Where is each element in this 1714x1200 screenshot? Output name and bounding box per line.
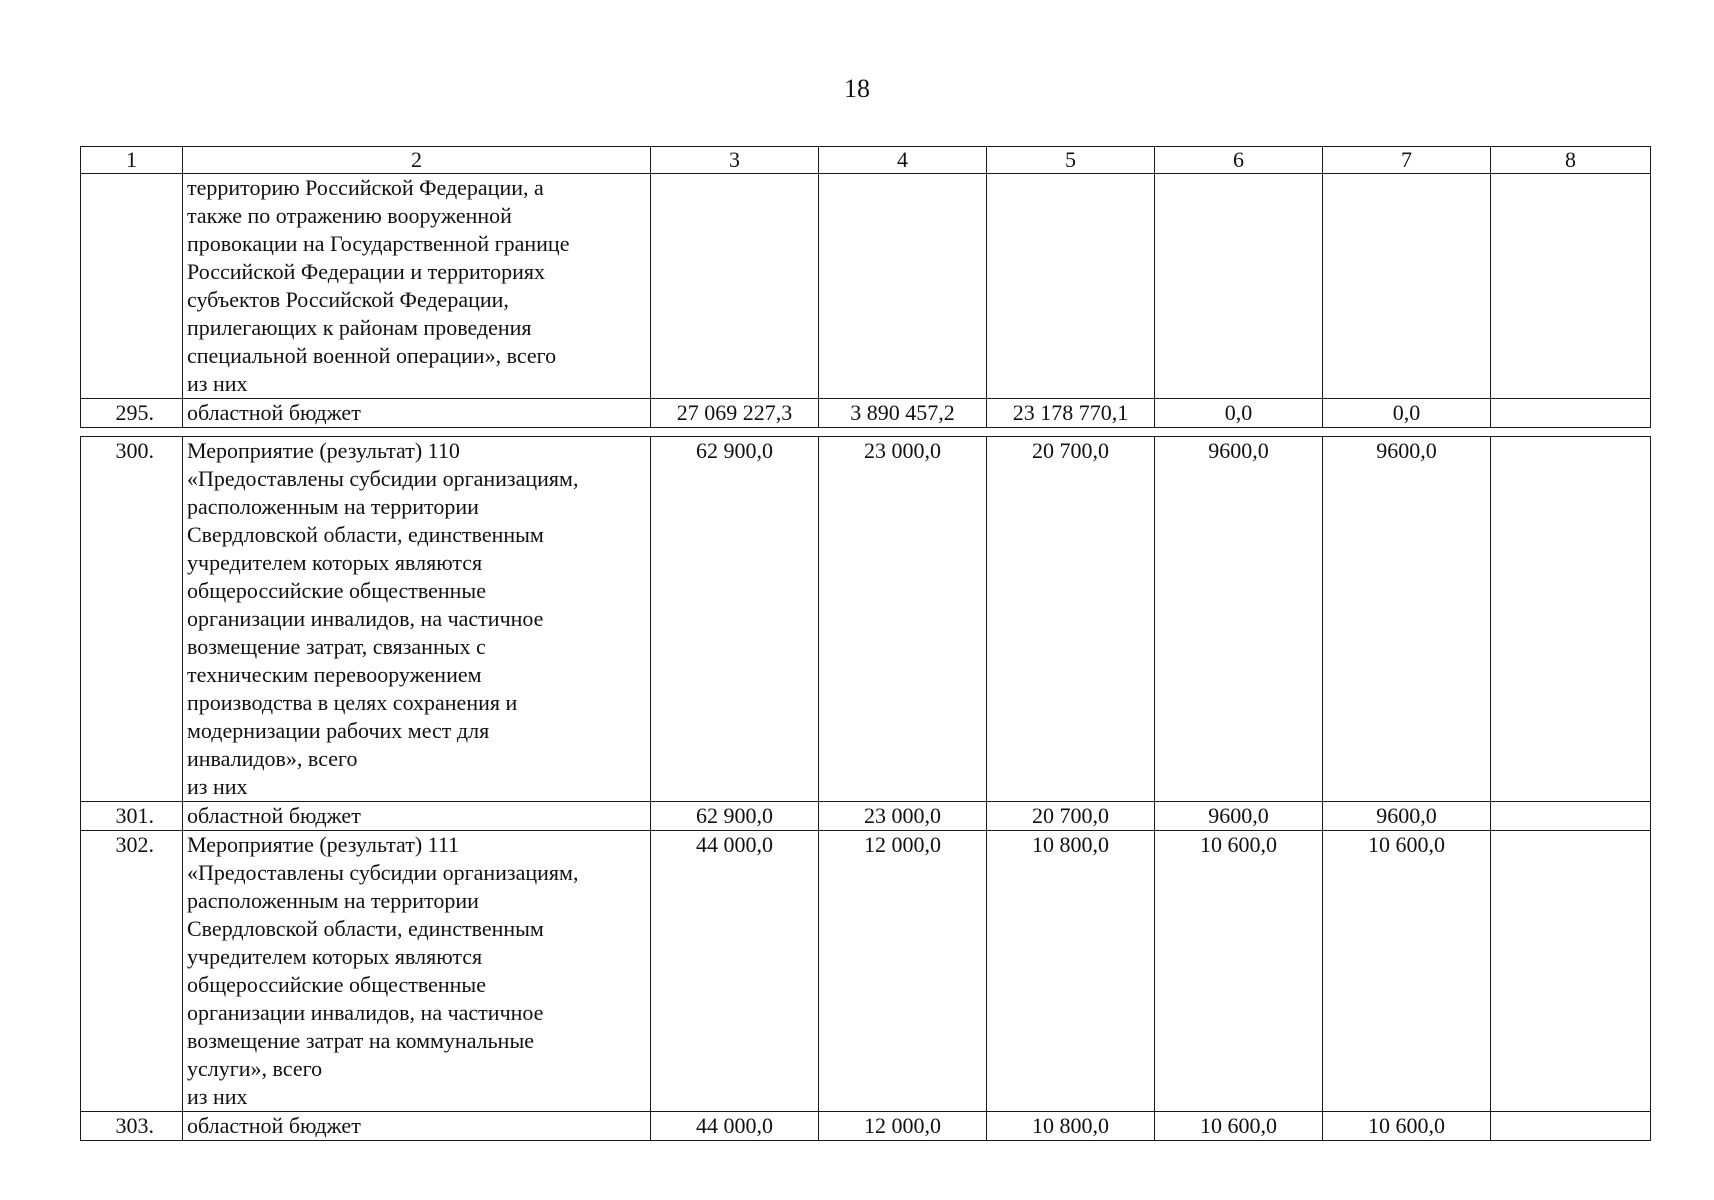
row-number: 295.	[81, 399, 183, 428]
value-cell	[1323, 174, 1491, 399]
value-col-4: 3 890 457,2	[819, 399, 987, 428]
value-col-4: 12 000,0	[819, 831, 987, 1112]
budget-table-bottom	[80, 436, 1651, 1141]
column-header-4: 4	[819, 147, 987, 174]
budget-row	[81, 399, 1651, 428]
value-col-6: 10 600,0	[1155, 1112, 1323, 1141]
page-number: 18	[844, 74, 870, 103]
value-col-7: 10 600,0	[1323, 831, 1491, 1112]
column-header-1: 1	[81, 147, 183, 174]
column-header-2: 2	[183, 147, 651, 174]
value-col-5: 20 700,0	[987, 802, 1155, 831]
value-col-4: 23 000,0	[819, 802, 987, 831]
value-col-7: 9600,0	[1323, 437, 1491, 802]
column-header-3: 3	[651, 147, 819, 174]
value-col-8	[1491, 831, 1651, 1112]
budget-label: областной бюджет	[183, 802, 651, 831]
column-number-header-row	[81, 147, 1651, 174]
continuation-text: территорию Российской Федерации, а также по отражению вооруженной провокации на Государственной границе Российской Федерации и территориях субъектов Российской Федерации, прилегающих к районам проведения специальной военной операции», всего из них	[183, 174, 651, 399]
column-header-7: 7	[1323, 147, 1491, 174]
row-number: 303.	[81, 1112, 183, 1141]
value-col-3: 44 000,0	[651, 1112, 819, 1141]
value-cell	[1491, 174, 1651, 399]
value-col-8	[1491, 1112, 1651, 1141]
value-col-5: 23 178 770,1	[987, 399, 1155, 428]
row-number: 302.	[81, 831, 183, 1112]
value-col-3: 44 000,0	[651, 831, 819, 1112]
row-number-cell	[81, 174, 183, 399]
measure-description: Мероприятие (результат) 111 «Предоставлены субсидии организациям, расположенным на территории Свердловской области, единственным учредителем которых являются общероссийские общественные организации инвалидов, на частичное возмещение затрат на коммунальные услуги», всего из них	[183, 831, 651, 1112]
value-col-7: 10 600,0	[1323, 1112, 1491, 1141]
value-col-3: 62 900,0	[651, 437, 819, 802]
budget-label: областной бюджет	[183, 1112, 651, 1141]
table-row	[81, 174, 1651, 399]
value-col-5: 10 800,0	[987, 1112, 1155, 1141]
row-number: 300.	[81, 437, 183, 802]
value-cell	[1155, 174, 1323, 399]
budget-row	[81, 1112, 1651, 1141]
value-col-7: 0,0	[1323, 399, 1491, 428]
column-header-8: 8	[1491, 147, 1651, 174]
measure-row	[81, 437, 1651, 802]
value-col-5: 10 800,0	[987, 831, 1155, 1112]
value-col-4: 12 000,0	[819, 1112, 987, 1141]
column-header-6: 6	[1155, 147, 1323, 174]
value-col-8	[1491, 437, 1651, 802]
value-cell	[819, 174, 987, 399]
value-col-8	[1491, 802, 1651, 831]
value-col-5: 20 700,0	[987, 437, 1155, 802]
value-col-8	[1491, 399, 1651, 428]
value-col-6: 9600,0	[1155, 802, 1323, 831]
value-col-4: 23 000,0	[819, 437, 987, 802]
column-header-5: 5	[987, 147, 1155, 174]
value-col-6: 9600,0	[1155, 437, 1323, 802]
value-col-6: 0,0	[1155, 399, 1323, 428]
value-col-6: 10 600,0	[1155, 831, 1323, 1112]
measure-row	[81, 831, 1651, 1112]
value-col-3: 62 900,0	[651, 802, 819, 831]
budget-row	[81, 802, 1651, 831]
value-cell	[987, 174, 1155, 399]
budget-label: областной бюджет	[183, 399, 651, 428]
row-number: 301.	[81, 802, 183, 831]
value-col-7: 9600,0	[1323, 802, 1491, 831]
value-cell	[651, 174, 819, 399]
budget-table-top	[80, 146, 1651, 428]
value-col-3: 27 069 227,3	[651, 399, 819, 428]
measure-description: Мероприятие (результат) 110 «Предоставлены субсидии организациям, расположенным на территории Свердловской области, единственным учредителем которых являются общероссийские общественные организации инвалидов, на частичное возмещение затрат, связанных с техническим перевооружением производства в целях сохранения и модернизации рабочих мест для инвалидов», всего из них	[183, 437, 651, 802]
